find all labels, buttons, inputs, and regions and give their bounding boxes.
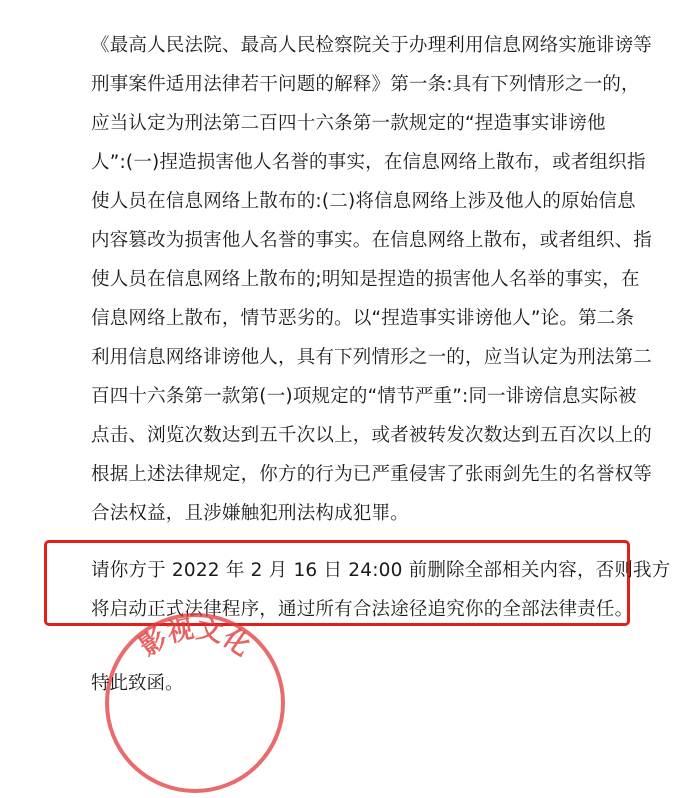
paragraph-line: 《最高人民法院、最高人民检察院关于办理利用信息网络实施诽谤等	[91, 35, 653, 56]
paragraph-line: 百四十六条第一款第(一)项规定的“情节严重”:同一诽谤信息实际被	[91, 386, 637, 407]
svg-text:影视文化	[134, 614, 255, 662]
paragraph-line: 刑事案件适用法律若干问题的解释》第一条:具有下列情形之一的，	[91, 74, 640, 95]
paragraph-line: 根据上述法律规定，你方的行为已严重侵害了张雨剑先生的名誉权等	[91, 464, 653, 485]
official-seal-stamp	[100, 608, 290, 798]
paragraph-line: 信息网络上散布，情节恶劣的。以“捏造事实诽谤他人”论。第二条	[91, 308, 635, 329]
paragraph-line: 使人员在信息网络上散布的:(二)将信息网络上涉及他人的原始信息	[91, 191, 636, 212]
stamp-text: 影视文化	[134, 614, 256, 663]
paragraph-line: 人”:(一)捏造损害他人名誉的事实，在信息网络上散布，或者组织指	[91, 152, 646, 173]
paragraph-line: 点击、浏览次数达到五千次以上，或者被转发次数达到五百次以上的	[91, 425, 653, 446]
highlight-line: 请你方于 2022 年 2 月 16 日 24:00 前删除全部相关内容，否则我方	[91, 560, 671, 581]
paragraph-line: 使人员在信息网络上散布的;明知是捏造的损害他人名举的事实，在	[91, 269, 640, 290]
paragraph-line: 内容篡改为损害他人名誉的事实。在信息网络上散布，或者组织、指	[91, 230, 653, 251]
paragraph-line: 应当认定为刑法第二百四十六条第一款规定的“捏造事实诽谤他	[91, 113, 606, 134]
paragraph-line: 合法权益，且涉嫌触犯刑法构成犯罪。	[91, 503, 409, 524]
paragraph-line: 利用信息网络诽谤他人，具有下列情形之一的，应当认定为刑法第二	[91, 347, 653, 368]
closing-line: 特此致函。	[91, 673, 184, 694]
highlight-line: 将启动正式法律程序，通过所有合法途径追究你的全部法律责任。	[91, 599, 634, 620]
